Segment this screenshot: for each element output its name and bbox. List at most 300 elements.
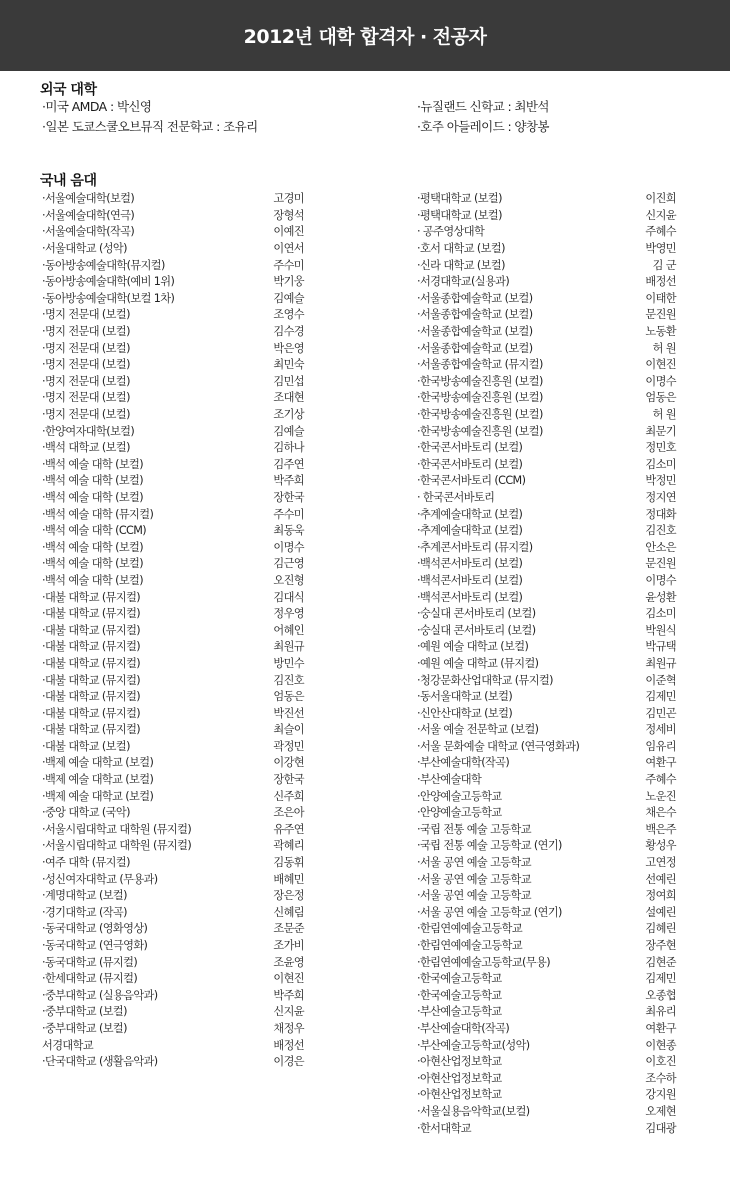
student-name: 정지연: [645, 490, 676, 504]
school-name: ·한국방송예술진흥원 (보컬): [417, 391, 543, 405]
student-name: 오종협: [645, 988, 676, 1002]
list-item: [42, 804, 304, 821]
school-name: ·계명대학교 (보컬): [42, 889, 127, 903]
school-name: ·백석 대학교 (보컬): [42, 441, 130, 455]
list-item: [417, 290, 676, 307]
list-item: [417, 339, 676, 356]
student-name: 허 원: [652, 408, 676, 422]
school-name: ·백석 예술 대학 (보컬): [42, 490, 144, 504]
student-name: 최민숙: [273, 358, 304, 372]
list-item: [417, 854, 676, 871]
student-name: 최문기: [645, 424, 676, 438]
list-item: [417, 920, 676, 937]
school-name: ·한세대학교 (뮤지컬): [42, 972, 138, 986]
student-name: 박영민: [645, 242, 676, 256]
student-name: 김민곤: [645, 706, 676, 720]
student-name: 이진희: [645, 192, 676, 206]
school-name: ·부산예술대학(작곡): [417, 1021, 510, 1035]
list-item: [42, 406, 304, 423]
student-name: 이강현: [273, 756, 304, 770]
school-name: ·백석 예술 대학 (보컬): [42, 457, 144, 471]
student-name: 최동욱: [273, 524, 304, 538]
list-item: [417, 538, 676, 555]
student-name: 신지윤: [273, 1005, 304, 1019]
student-name: 채정우: [273, 1021, 304, 1035]
school-name: ·안양예술고등학교: [417, 806, 502, 820]
school-name: ·대불 대학교 (뮤지컬): [42, 706, 141, 720]
school-name: ·명지 전문대 (보컬): [42, 325, 130, 339]
list-item: [42, 904, 304, 921]
list-item: [417, 572, 676, 589]
school-name: ·동아방송예술대학(보컬 1차): [42, 291, 175, 305]
student-name: 엄동은: [273, 690, 304, 704]
list-item: [417, 472, 676, 489]
school-name: ·서울실용음악학교(보컬): [417, 1104, 530, 1118]
student-name: 곽혜리: [273, 839, 304, 853]
list-item: [42, 489, 304, 506]
student-name: 문진원: [645, 308, 676, 322]
student-name: 이현진: [645, 358, 676, 372]
student-name: 윤성환: [645, 590, 676, 604]
student-name: 노동환: [645, 325, 676, 339]
list-item: [42, 721, 304, 738]
foreign-section-title: 외국 대학: [40, 82, 97, 98]
school-name: ·명지 전문대 (보컬): [42, 341, 130, 355]
student-name: 조수하: [645, 1071, 676, 1085]
list-item: [417, 1036, 676, 1053]
school-name: ·예원 예술 대학교 (뮤지컬): [417, 656, 539, 670]
student-name: 정민호: [645, 441, 676, 455]
school-name: ·백석콘서바토리 (보컬): [417, 557, 523, 571]
list-item: [42, 837, 304, 854]
student-name: 신혜림: [273, 905, 304, 919]
school-name: ·중부대학교 (실용음악과): [42, 988, 158, 1002]
list-item: [42, 771, 304, 788]
list-item: [42, 870, 304, 887]
list-item: [417, 273, 676, 290]
student-name: 고경미: [273, 192, 304, 206]
list-item: [42, 439, 304, 456]
list-item: [417, 207, 676, 224]
student-name: 배혜민: [273, 872, 304, 886]
student-name: 김진호: [645, 524, 676, 538]
school-name: ·신라 대학교 (보컬): [417, 258, 505, 272]
list-item: [42, 240, 304, 257]
list-item: [417, 655, 676, 672]
student-name: 김예슬: [273, 291, 304, 305]
school-name: ·백석 예술 대학 (CCM): [42, 524, 147, 538]
list-item: [417, 937, 676, 954]
school-name: ·숭실대 콘서바토리 (보컬): [417, 623, 536, 637]
student-name: 장한국: [273, 773, 304, 787]
school-name: ·국립 전통 예술 고등학교: [417, 822, 531, 836]
list-item: [417, 1020, 676, 1037]
student-name: 이태한: [645, 291, 676, 305]
student-name: 김대식: [273, 590, 304, 604]
school-name: ·동국대학교 (뮤지컬): [42, 955, 138, 969]
list-item: [417, 688, 676, 705]
school-name: ·한국콘서바토리 (보컬): [417, 457, 523, 471]
list-item: [417, 456, 676, 473]
student-name: 김제민: [645, 690, 676, 704]
list-item: [417, 671, 676, 688]
school-name: ·여주 대학 (뮤지컬): [42, 856, 130, 870]
student-name: 주혜수: [645, 773, 676, 787]
student-name: 김하나: [273, 441, 304, 455]
student-name: 주혜수: [645, 225, 676, 239]
school-name: ·중부대학교 (보컬): [42, 1021, 127, 1035]
student-name: 이호진: [645, 1055, 676, 1069]
list-item: [42, 207, 304, 224]
list-item: [417, 605, 676, 622]
list-item: [417, 870, 676, 887]
list-item: [417, 638, 676, 655]
school-name: ·대불 대학교 (뮤지컬): [42, 673, 141, 687]
school-name: ·한국예술고등학교: [417, 988, 502, 1002]
student-name: 김근영: [273, 557, 304, 571]
list-item: [417, 406, 676, 423]
school-name: ·예원 예술 대학교 (보컬): [417, 640, 529, 654]
school-name: ·대불 대학교 (뮤지컬): [42, 590, 141, 604]
list-item: [417, 1086, 676, 1103]
student-name: 주수미: [273, 507, 304, 521]
school-name: ·청강문화산업대학교 (뮤지컬): [417, 673, 553, 687]
list-item: [417, 1069, 676, 1086]
list-item: [42, 854, 304, 871]
list-item: [417, 787, 676, 804]
school-name: ·백석 예술 대학 (보컬): [42, 540, 144, 554]
list-item: [42, 323, 304, 340]
list-item: [42, 422, 304, 439]
list-item: [42, 1053, 304, 1070]
school-name: ·부산예술대학: [417, 773, 482, 787]
student-name: 배정선: [273, 1038, 304, 1052]
school-name: ·대불 대학교 (뮤지컬): [42, 640, 141, 654]
school-name: ·서울 예술 전문학교 (보컬): [417, 723, 539, 737]
school-name: ·동아방송예술대학(예비 1위): [42, 275, 175, 289]
list-item: [42, 538, 304, 555]
school-name: ·경기대학교 (작곡): [42, 905, 127, 919]
student-name: 이명수: [273, 540, 304, 554]
student-name: 박주희: [273, 988, 304, 1002]
list-item: [417, 621, 676, 638]
list-item: [417, 821, 676, 838]
school-name: ·한양여자대학(보컬): [42, 424, 135, 438]
school-name: ·백석 예술 대학 (보컬): [42, 474, 144, 488]
student-name: 황성우: [645, 839, 676, 853]
list-item: [417, 555, 676, 572]
student-name: 강지원: [645, 1088, 676, 1102]
list-item: [42, 821, 304, 838]
school-name: ·백석콘서바토리 (보컬): [417, 590, 523, 604]
list-item: [42, 373, 304, 390]
student-name: 이명수: [645, 573, 676, 587]
student-name: 정대화: [645, 507, 676, 521]
list-item: [417, 804, 676, 821]
foreign-item: ·미국 AMDA : 박신영: [42, 99, 152, 114]
list-item: [42, 1020, 304, 1037]
list-item: [42, 787, 304, 804]
school-name: ·서울대학교 (성악): [42, 242, 127, 256]
school-name: ·숭실대 콘서바토리 (보컬): [417, 607, 536, 621]
student-name: 곽정민: [273, 739, 304, 753]
school-name: ·백석 예술 대학 (뮤지컬): [42, 507, 154, 521]
list-item: [417, 190, 676, 207]
list-item: [42, 970, 304, 987]
list-item: [42, 655, 304, 672]
list-item: [42, 389, 304, 406]
list-item: [417, 505, 676, 522]
school-name: ·서울 공연 예술 고등학교: [417, 872, 531, 886]
school-name: ·명지 전문대 (보컬): [42, 358, 130, 372]
student-name: 백은주: [645, 822, 676, 836]
list-item: [417, 422, 676, 439]
domestic-list-left: [42, 190, 304, 1069]
list-item: [42, 356, 304, 373]
school-name: ·서울예술대학(작곡): [42, 225, 135, 239]
list-item: [417, 389, 676, 406]
domestic-list-right: [417, 190, 676, 1136]
school-name: ·동아방송예술대학(뮤지컬): [42, 258, 165, 272]
list-item: [42, 704, 304, 721]
school-name: ·서경대학교(실용과): [417, 275, 510, 289]
school-name: ·평택대학교 (보컬): [417, 192, 502, 206]
school-name: ·백석 예술 대학 (보컬): [42, 573, 144, 587]
school-name: ·백석 예술 대학 (보컬): [42, 557, 144, 571]
student-name: 이예진: [273, 225, 304, 239]
school-name: ·서울시립대학교 대학원 (뮤지컬): [42, 822, 192, 836]
list-item: [417, 887, 676, 904]
school-name: ·평택대학교 (보컬): [417, 208, 502, 222]
school-name: ·한국방송예술진흥원 (보컬): [417, 424, 543, 438]
school-name: ·대불 대학교 (뮤지컬): [42, 656, 141, 670]
school-name: ·대불 대학교 (보컬): [42, 739, 130, 753]
student-name: 박원식: [645, 623, 676, 637]
student-name: 이경은: [273, 1055, 304, 1069]
list-item: [417, 738, 676, 755]
student-name: 박주희: [273, 474, 304, 488]
student-name: 오진형: [273, 573, 304, 587]
list-item: [417, 489, 676, 506]
student-name: 박진선: [273, 706, 304, 720]
list-item: [417, 588, 676, 605]
student-name: 이명수: [645, 374, 676, 388]
student-name: 박정민: [645, 474, 676, 488]
list-item: [417, 373, 676, 390]
list-item: [42, 273, 304, 290]
student-name: 조영수: [273, 308, 304, 322]
school-name: ·대불 대학교 (뮤지컬): [42, 690, 141, 704]
list-item: [417, 771, 676, 788]
student-name: 박규택: [645, 640, 676, 654]
foreign-item: ·일본 도쿄스쿨오브뮤직 전문학교 : 조유리: [42, 119, 258, 134]
school-name: ·국립 전통 예술 고등학교 (연기): [417, 839, 562, 853]
school-name: ·서울종합예술학교 (보컬): [417, 308, 533, 322]
student-name: 김민섭: [273, 374, 304, 388]
list-item: [42, 937, 304, 954]
student-name: 조문준: [273, 922, 304, 936]
school-name: ·부산예술대학(작곡): [417, 756, 510, 770]
student-name: 장은정: [273, 889, 304, 903]
student-name: 임유리: [645, 739, 676, 753]
list-item: [42, 738, 304, 755]
student-name: 최원규: [273, 640, 304, 654]
list-item: [417, 904, 676, 921]
school-name: ·서울종합예술학교 (뮤지컬): [417, 358, 543, 372]
school-name: ·서울예술대학(보컬): [42, 192, 135, 206]
list-item: [42, 472, 304, 489]
list-item: [417, 1003, 676, 1020]
school-name: ·한국콘서바토리 (CCM): [417, 474, 526, 488]
school-name: · 한국콘서바토리: [417, 490, 495, 504]
list-item: [42, 290, 304, 307]
school-name: ·서울종합예술학교 (보컬): [417, 341, 533, 355]
student-name: 박기웅: [273, 275, 304, 289]
school-name: ·한국콘서바토리 (보컬): [417, 441, 523, 455]
list-item: [42, 1003, 304, 1020]
student-name: 고연정: [645, 856, 676, 870]
student-name: 김예슬: [273, 424, 304, 438]
list-item: [417, 970, 676, 987]
list-item: [42, 953, 304, 970]
foreign-item: ·뉴질랜드 신학교 : 최반석: [417, 99, 549, 114]
student-name: 이현종: [645, 1038, 676, 1052]
list-item: [42, 671, 304, 688]
student-name: 배정선: [645, 275, 676, 289]
student-name: 이현진: [273, 972, 304, 986]
list-item: [417, 754, 676, 771]
student-name: 오제현: [645, 1104, 676, 1118]
school-name: ·서울시립대학교 대학원 (뮤지컬): [42, 839, 192, 853]
school-name: ·백제 예술 대학교 (보컬): [42, 773, 154, 787]
school-name: ·서울예술대학(연극): [42, 208, 135, 222]
school-name: ·추계예술대학교 (보컬): [417, 507, 523, 521]
student-name: 선예린: [645, 872, 676, 886]
list-item: [42, 987, 304, 1004]
school-name: ·명지 전문대 (보컬): [42, 408, 130, 422]
list-item: [42, 456, 304, 473]
school-name: ·부산예술고등학교: [417, 1005, 502, 1019]
student-name: 이준혁: [645, 673, 676, 687]
school-name: ·호서 대학교 (보컬): [417, 242, 505, 256]
student-name: 설예린: [645, 905, 676, 919]
school-name: ·추계콘서바토리 (뮤지컬): [417, 540, 533, 554]
student-name: 유주연: [273, 822, 304, 836]
student-name: 김진호: [273, 673, 304, 687]
list-item: [42, 522, 304, 539]
school-name: ·추계예술대학교 (보컬): [417, 524, 523, 538]
school-name: ·한국방송예술진흥원 (보컬): [417, 408, 543, 422]
school-name: ·명지 전문대 (보컬): [42, 391, 130, 405]
list-item: [42, 688, 304, 705]
list-item: [42, 754, 304, 771]
school-name: ·한국예술고등학교: [417, 972, 502, 986]
student-name: 조윤영: [273, 955, 304, 969]
student-name: 정여희: [645, 889, 676, 903]
foreign-item: ·호주 아들레이드 : 양창봉: [417, 119, 549, 134]
student-name: 김주연: [273, 457, 304, 471]
school-name: ·한국방송예술진흥원 (보컬): [417, 374, 543, 388]
student-name: 김소미: [645, 457, 676, 471]
school-name: ·서울 공연 예술 고등학교: [417, 856, 531, 870]
school-name: ·중앙 대학교 (국악): [42, 806, 130, 820]
student-name: 김혜린: [645, 922, 676, 936]
school-name: ·명지 전문대 (보컬): [42, 308, 130, 322]
school-name: ·서울 문화예술 대학교 (연극영화과): [417, 739, 580, 753]
school-name: ·백제 예술 대학교 (보컬): [42, 789, 154, 803]
school-name: ·동국대학교 (영화영상): [42, 922, 148, 936]
list-item: [417, 1053, 676, 1070]
student-name: 허 원: [652, 341, 676, 355]
list-item: [42, 555, 304, 572]
school-name: ·한서대학교: [417, 1121, 471, 1135]
student-name: 채은수: [645, 806, 676, 820]
list-item: [417, 1119, 676, 1136]
list-item: [417, 439, 676, 456]
list-item: [42, 887, 304, 904]
list-item: [42, 1036, 304, 1053]
student-name: 김제민: [645, 972, 676, 986]
school-name: ·아현산업정보학교: [417, 1055, 502, 1069]
school-name: ·대불 대학교 (뮤지컬): [42, 623, 141, 637]
list-item: [417, 323, 676, 340]
student-name: 어혜인: [273, 623, 304, 637]
student-name: 최슬이: [273, 723, 304, 737]
student-name: 여환구: [645, 756, 676, 770]
student-name: 조가비: [273, 939, 304, 953]
school-name: ·한림연예예술고등학교: [417, 939, 523, 953]
list-item: [417, 223, 676, 240]
student-name: 문진원: [645, 557, 676, 571]
list-item: [417, 256, 676, 273]
list-item: [42, 223, 304, 240]
student-name: 노운진: [645, 789, 676, 803]
student-name: 정우영: [273, 607, 304, 621]
school-name: ·아현산업정보학교: [417, 1088, 502, 1102]
list-item: [42, 920, 304, 937]
list-item: [417, 522, 676, 539]
student-name: 장주현: [645, 939, 676, 953]
school-name: ·서울 공연 예술 고등학교 (연기): [417, 905, 562, 919]
student-name: 김소미: [645, 607, 676, 621]
school-name: ·아현산업정보학교: [417, 1071, 502, 1085]
list-item: [417, 987, 676, 1004]
domestic-section-title: 국내 음대: [40, 173, 97, 189]
student-name: 엄동은: [645, 391, 676, 405]
school-name: ·서울종합예술학교 (보컬): [417, 291, 533, 305]
school-name: ·백제 예술 대학교 (보컬): [42, 756, 154, 770]
school-name: ·대불 대학교 (뮤지컬): [42, 723, 141, 737]
student-name: 최유리: [645, 1005, 676, 1019]
student-name: 안소은: [645, 540, 676, 554]
school-name: ·서울종합예술학교 (보컬): [417, 325, 533, 339]
student-name: 정세비: [645, 723, 676, 737]
student-name: 여환구: [645, 1021, 676, 1035]
school-name: ·신안산대학교 (보컬): [417, 706, 513, 720]
school-name: ·안양예술고등학교: [417, 789, 502, 803]
student-name: 신주희: [273, 789, 304, 803]
student-name: 박은영: [273, 341, 304, 355]
student-name: 신지윤: [645, 208, 676, 222]
student-name: 김수경: [273, 325, 304, 339]
list-item: [42, 572, 304, 589]
student-name: 이연서: [273, 242, 304, 256]
list-item: [417, 953, 676, 970]
school-name: ·한림연예예술고등학교(무용): [417, 955, 550, 969]
school-name: ·동서울대학교 (보컬): [417, 690, 513, 704]
list-item: [42, 605, 304, 622]
student-name: 최원규: [645, 656, 676, 670]
